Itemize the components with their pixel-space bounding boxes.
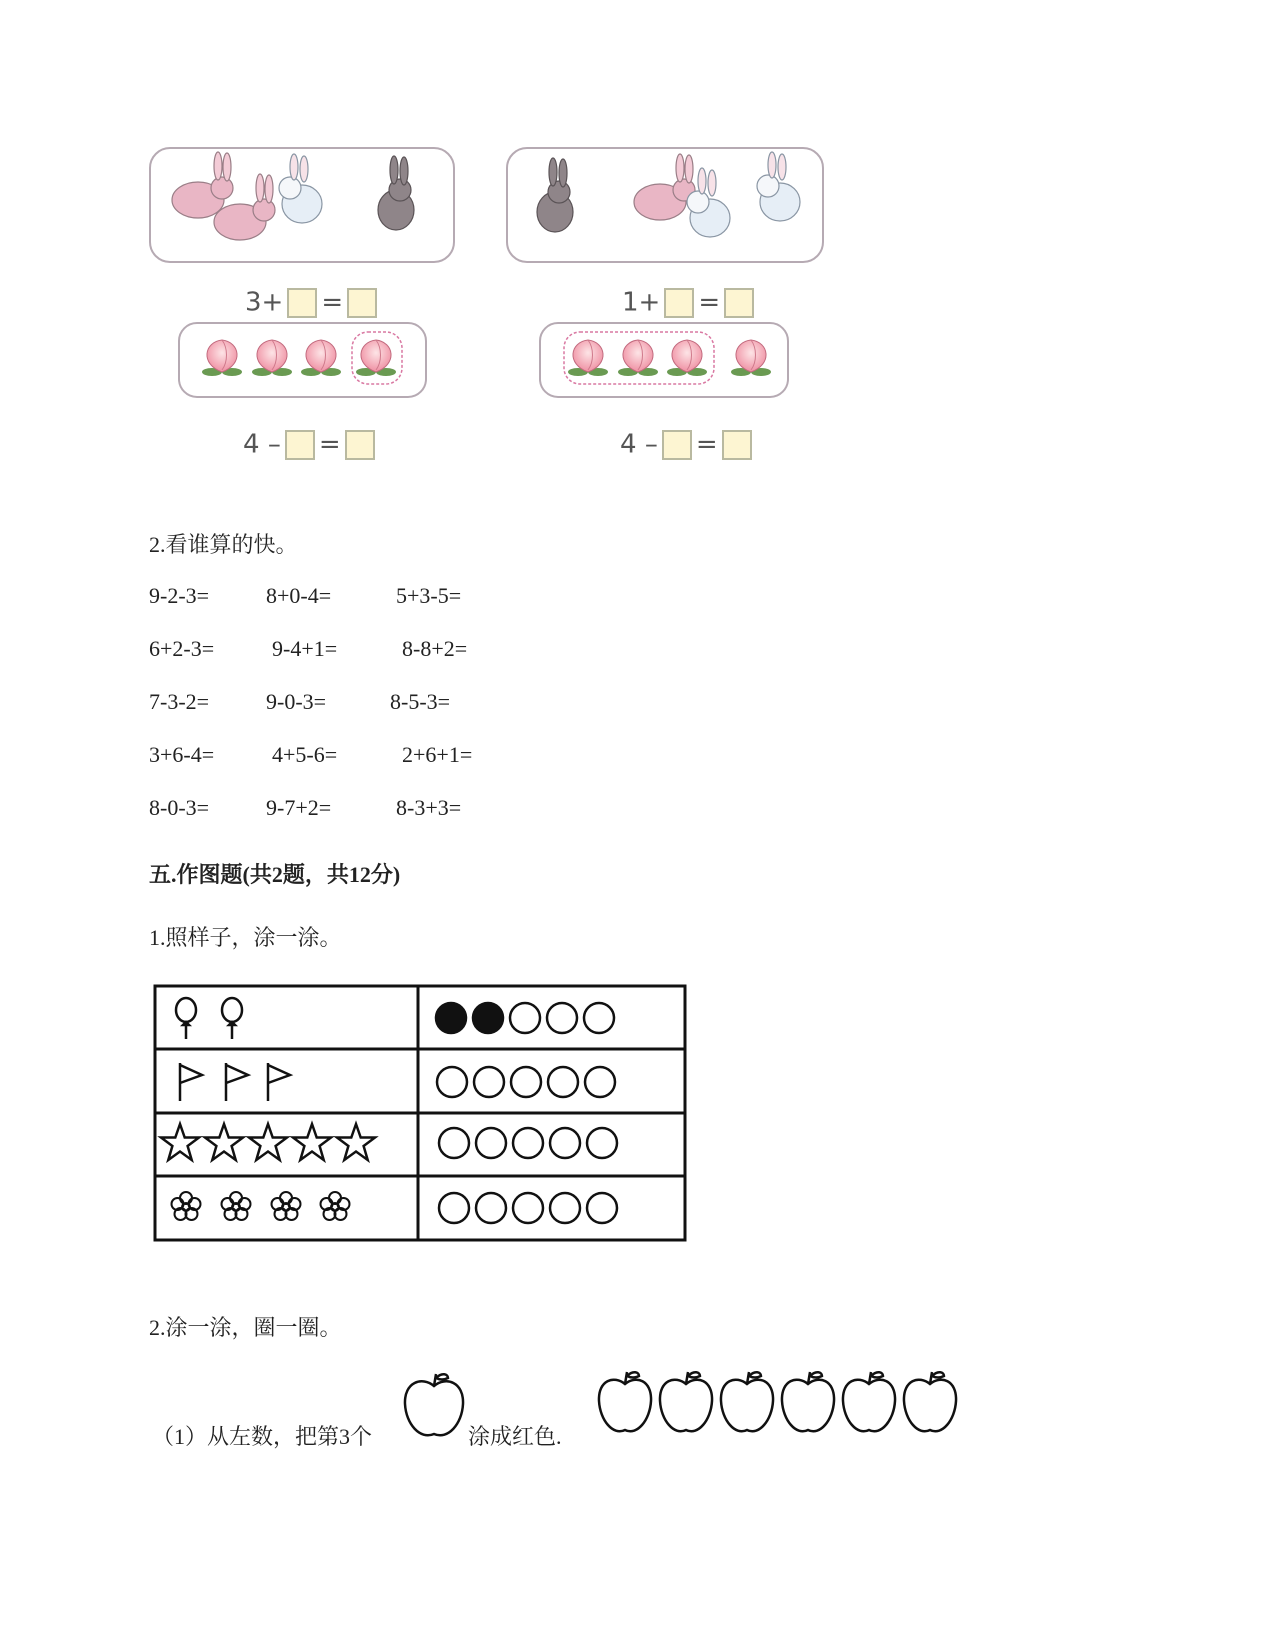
peach-icon	[568, 340, 608, 376]
math-problem: 2+6+1=	[402, 742, 473, 767]
empty-circle[interactable]	[476, 1193, 506, 1223]
math-problem: 5+3-5=	[396, 583, 462, 608]
flag-icon	[268, 1063, 290, 1101]
answer-box[interactable]	[345, 430, 375, 460]
star-icon	[249, 1124, 287, 1160]
answer-box[interactable]	[287, 288, 317, 318]
peach-icon	[202, 340, 242, 376]
balloon-icon	[222, 998, 242, 1039]
answer-box[interactable]	[724, 288, 754, 318]
empty-circle[interactable]	[548, 1067, 578, 1097]
rabbit-icon	[687, 168, 730, 237]
empty-circle[interactable]	[587, 1193, 617, 1223]
empty-circle[interactable]	[550, 1193, 580, 1223]
answer-box[interactable]	[285, 430, 315, 460]
math-problem: 6+2-3=	[149, 636, 215, 661]
empty-circle[interactable]	[547, 1003, 577, 1033]
answer-box[interactable]	[347, 288, 377, 318]
star-icon	[205, 1124, 243, 1160]
apple-icon[interactable]	[599, 1372, 651, 1431]
empty-circle[interactable]	[476, 1128, 506, 1158]
peach-icon	[731, 340, 771, 376]
equation-number: 3	[245, 287, 262, 318]
apple-icon	[400, 1370, 470, 1444]
math-problem: 4+5-6=	[272, 742, 338, 767]
question-title: 2.涂一涂，圈一圈。	[149, 1315, 342, 1340]
empty-circle[interactable]	[587, 1128, 617, 1158]
rabbit-icon	[634, 154, 695, 220]
peach-icon	[301, 340, 341, 376]
flag-icon	[180, 1063, 202, 1101]
rabbit-icon	[537, 158, 573, 232]
sub-question-before: （1）从左数，把第3个	[152, 1424, 373, 1449]
empty-circle[interactable]	[510, 1003, 540, 1033]
equation-number: 1	[622, 287, 639, 318]
math-problem: 9-0-3=	[266, 689, 327, 714]
math-problem: 8+0-4=	[266, 583, 332, 608]
apple-icon[interactable]	[721, 1372, 773, 1431]
equals-sign: =	[318, 429, 341, 460]
math-problem: 8-0-3=	[149, 795, 210, 820]
star-icon	[337, 1124, 375, 1160]
math-problem: 8-3+3=	[396, 795, 462, 820]
equation-1	[245, 287, 381, 318]
empty-circle[interactable]	[513, 1128, 543, 1158]
math-problem: 9-2-3=	[149, 583, 210, 608]
math-problem: 3+6-4=	[149, 742, 215, 767]
coloring-table	[150, 983, 690, 1243]
equation-operator: +	[261, 287, 284, 318]
apple-icon[interactable]	[782, 1372, 834, 1431]
question-title: 2.看谁算的快。	[149, 532, 298, 557]
equation-3	[243, 429, 379, 460]
empty-circle[interactable]	[584, 1003, 614, 1033]
equation-operator: –	[267, 429, 281, 460]
math-problem: 8-8+2=	[402, 636, 468, 661]
apple-row	[595, 1366, 965, 1440]
equation-operator: +	[638, 287, 661, 318]
sub-question-after: 涂成红色.	[468, 1424, 562, 1449]
peach-icon	[252, 340, 292, 376]
equation-number: 4	[620, 429, 637, 460]
question-title: 1.照样子，涂一涂。	[149, 925, 342, 950]
balloon-icon	[176, 998, 196, 1039]
empty-circle[interactable]	[550, 1128, 580, 1158]
apple-icon[interactable]	[904, 1372, 956, 1431]
star-icon	[161, 1124, 199, 1160]
flower-icon	[172, 1192, 201, 1220]
equation-operator: –	[644, 429, 658, 460]
peach-icon	[356, 340, 396, 376]
rabbit-icon	[757, 152, 800, 221]
peach-icon	[667, 340, 707, 376]
answer-box[interactable]	[722, 430, 752, 460]
math-problem: 9-7+2=	[266, 795, 332, 820]
answer-box[interactable]	[664, 288, 694, 318]
equation-4	[620, 429, 756, 460]
flower-icon	[272, 1192, 301, 1220]
empty-circle[interactable]	[439, 1128, 469, 1158]
equation-number: 4	[243, 429, 260, 460]
peach-icon	[618, 340, 658, 376]
equation-2	[622, 287, 758, 318]
empty-circle[interactable]	[513, 1193, 543, 1223]
answer-box[interactable]	[662, 430, 692, 460]
empty-circle[interactable]	[585, 1067, 615, 1097]
empty-circle[interactable]	[437, 1067, 467, 1097]
apple-icon[interactable]	[843, 1372, 895, 1431]
empty-circle[interactable]	[439, 1193, 469, 1223]
filled-circle	[436, 1003, 466, 1033]
equals-sign: =	[698, 287, 721, 318]
apple-icon[interactable]	[660, 1372, 712, 1431]
filled-circle	[473, 1003, 503, 1033]
equals-sign: =	[321, 287, 344, 318]
math-problem: 8-5-3=	[390, 689, 451, 714]
empty-circle[interactable]	[474, 1067, 504, 1097]
math-problem: 9-4+1=	[272, 636, 338, 661]
equals-sign: =	[695, 429, 718, 460]
flower-icon	[222, 1192, 251, 1220]
rabbit-icon	[279, 154, 322, 223]
flower-icon	[321, 1192, 350, 1220]
star-icon	[293, 1124, 331, 1160]
empty-circle[interactable]	[511, 1067, 541, 1097]
flag-icon	[226, 1063, 248, 1101]
math-problem: 7-3-2=	[149, 689, 210, 714]
rabbit-icon	[378, 156, 414, 230]
section-heading: 五.作图题(共2题，共12分)	[149, 862, 401, 887]
